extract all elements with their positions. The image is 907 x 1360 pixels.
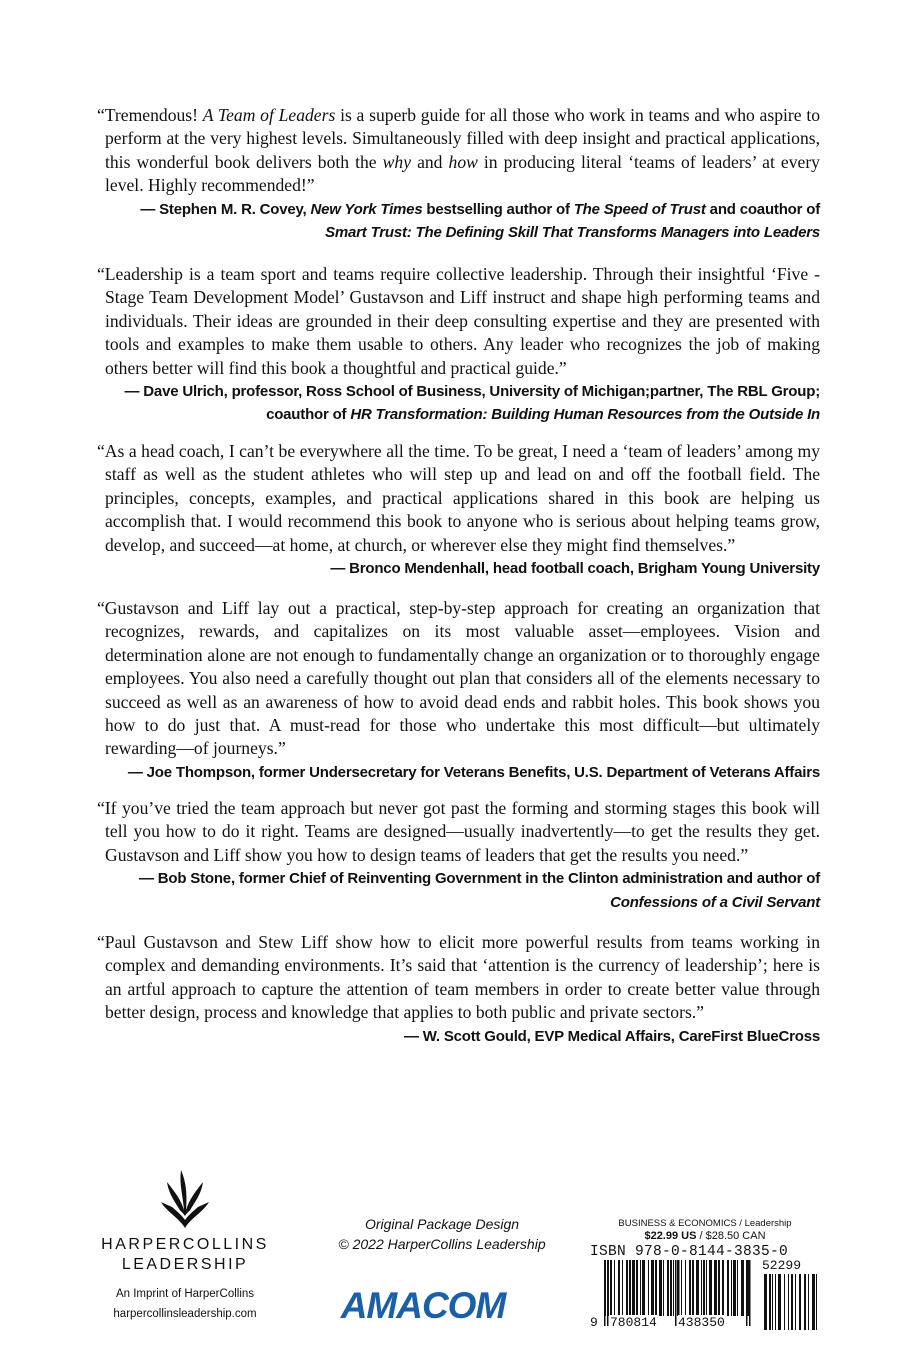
barcode-bar bbox=[618, 1260, 620, 1316]
barcode-addon-digits: 52299 bbox=[762, 1258, 802, 1273]
barcode-bar bbox=[769, 1274, 771, 1330]
quote-text: “If you’ve tried the team approach but never got past the forming and storming stages this book will tell you how to do it right. Teams are designed—usually inadvertently—to get the results they get. Gustavson and Liff show you how to design teams of leaders that get the results you need.” bbox=[97, 798, 820, 865]
barcode-guard-bar bbox=[746, 1260, 748, 1326]
barcode-bar bbox=[788, 1274, 789, 1330]
barcode-bar bbox=[808, 1274, 809, 1330]
barcode bbox=[590, 1260, 820, 1332]
barcode-bar bbox=[778, 1274, 781, 1330]
amacom-logo: AMACOM bbox=[340, 1285, 506, 1326]
endorsement-gould bbox=[97, 931, 820, 1048]
barcode-bar bbox=[733, 1260, 736, 1316]
endorsement-ulrich bbox=[97, 263, 820, 427]
barcode-bar bbox=[799, 1274, 801, 1330]
quote-attribution: — Joe Thompson, former Undersecretary for Veterans Benefits, U.S. Department of Veterans Affairs bbox=[127, 763, 820, 781]
barcode-guard-bar bbox=[607, 1260, 609, 1326]
barcode-bar bbox=[681, 1260, 682, 1316]
quote-attribution: — Bronco Mendenhall, head football coach, Brigham Young University bbox=[330, 560, 820, 578]
barcode-bar bbox=[648, 1260, 649, 1316]
barcode-bar bbox=[764, 1274, 767, 1330]
barcode-bar bbox=[784, 1274, 785, 1330]
quote-attribution: — W. Scott Gould, EVP Medical Affairs, CareFirst BlueCross bbox=[404, 1027, 820, 1045]
barcode-left-digits: 780814 bbox=[610, 1315, 657, 1330]
barcode-bar bbox=[667, 1260, 669, 1316]
barcode-bar bbox=[722, 1260, 724, 1316]
barcode-bar bbox=[622, 1260, 623, 1316]
harpercollins-flame-icon bbox=[155, 1168, 215, 1232]
barcode-bar bbox=[706, 1260, 707, 1316]
credit-line-1: Original Package Design bbox=[364, 1216, 520, 1232]
quote-text: “Gustavson and Liff lay out a practical, step-by-step approach for creating an organization that recognizes, rewards, and capitalizes on its most valuable asset—employees. Vision and determination alone are not enough to fundamentally change an organization or to thoroughly engage employees. You also need a carefully thought out plan that considers all of the elements necessary to succeed as well as an awareness of how to avoid dead ends and rabbit holes. This book shows you how to do just that. A must-read for those who undertake this most difficult—but ultimately rewarding—of journeys.” bbox=[97, 598, 820, 759]
endorsement-thompson bbox=[97, 597, 820, 784]
endorsement-covey bbox=[97, 104, 821, 244]
barcode-bar bbox=[692, 1260, 694, 1316]
barcode-bar bbox=[629, 1260, 631, 1316]
barcode-bar bbox=[655, 1260, 657, 1316]
barcode-bar bbox=[772, 1274, 773, 1330]
barcode-guard-bar bbox=[749, 1260, 751, 1326]
barcode-bar bbox=[731, 1260, 732, 1316]
barcode-guard-bar bbox=[604, 1260, 606, 1326]
barcode-bar bbox=[696, 1260, 699, 1316]
barcode-bar bbox=[701, 1260, 702, 1316]
barcode-bar bbox=[775, 1274, 776, 1330]
quote-attribution: — Dave Ulrich, professor, Ross School of Business, University of Michigan;partner, The RBL Group; coauthor of HR Transformation: Building Human Resources from the Outside In bbox=[124, 383, 820, 424]
quote-text: “As a head coach, I can’t be everywhere all the time. To be great, I need a ‘team of leaders’ among my staff as well as the student athletes who will step up and lead on and off the football field. The principles, concepts, examples, and practical applications shared in this book are helping us accomplish that. I would recommend this book to anyone who is serious about helping teams grow, develop, and succeed—at home, at church, or wherever else they might find themselves.” bbox=[97, 441, 820, 555]
barcode-bar bbox=[703, 1260, 705, 1316]
barcode-bar bbox=[737, 1260, 738, 1316]
credit-line-2: © 2022 HarperCollins Leadership bbox=[338, 1236, 546, 1252]
barcode-bar bbox=[816, 1274, 817, 1330]
barcode-bar bbox=[714, 1260, 717, 1316]
barcode-bar bbox=[636, 1260, 638, 1316]
barcode-bar bbox=[673, 1260, 674, 1316]
barcode-bar bbox=[685, 1260, 686, 1316]
barcode-bar bbox=[670, 1260, 672, 1316]
barcode-bar bbox=[610, 1260, 612, 1316]
price-can: / $28.50 CAN bbox=[696, 1230, 766, 1242]
barcode-bar bbox=[727, 1260, 729, 1316]
barcode-bar bbox=[718, 1260, 720, 1316]
barcode-bar bbox=[741, 1260, 744, 1316]
barcode-bar bbox=[663, 1260, 664, 1316]
quote-text: “Paul Gustavson and Stew Liff show how to elicit more powerful results from teams working in complex and demanding environments. It’s said that ‘attention is the currency of leadership’; here is an artful approach to capture the attention of team members in order to create better value through better design, process and knowledge that applies to both public and private sectors.” bbox=[97, 932, 820, 1023]
barcode-bar bbox=[642, 1260, 645, 1316]
barcode-bar bbox=[614, 1260, 615, 1316]
barcode-right-digits: 438350 bbox=[678, 1315, 725, 1330]
quote-text: “Tremendous! A Team of Leaders is a superb guide for all those who work in teams and who aspire to perform at the very highest levels. Simultaneously filled with deep insight and practical applications, this wonderful book delivers both the why and how in producing literal ‘teams of leaders’ at every level. Highly recommended!” bbox=[97, 105, 821, 196]
barcode-bar bbox=[632, 1260, 635, 1316]
endorsement-mendenhall bbox=[97, 440, 820, 580]
isbn-text: ISBN 978-0-8144-3835-0 bbox=[590, 1244, 789, 1260]
barcode-block bbox=[590, 1218, 820, 1332]
quote-text: “Leadership is a team sport and teams require collective leadership. Through their insightful ‘Five -Stage Team Development Model’ Gustavson and Liff instruct and shape high performing teams and individuals. Their ideas are grounded in their deep consulting expertise and they are presented with tools and examples to make them usable to others. Any leader who recognizes the job of making others better will find this book a thoughtful and practical guide.” bbox=[97, 264, 820, 378]
barcode-bar bbox=[791, 1274, 793, 1330]
barcode-bar bbox=[651, 1260, 654, 1316]
barcode-first-digit: 9 bbox=[590, 1315, 598, 1330]
imprint-line: An Imprint of HarperCollins bbox=[115, 1288, 255, 1300]
barcode-bar bbox=[709, 1260, 712, 1316]
barcode-bar bbox=[795, 1274, 796, 1330]
publisher-division: LEADERSHIP bbox=[121, 1256, 249, 1273]
barcode-bar bbox=[659, 1260, 662, 1316]
publisher-logo bbox=[85, 1168, 285, 1320]
design-credit bbox=[307, 1214, 577, 1254]
barcode-bar bbox=[689, 1260, 691, 1316]
publisher-name: HARPERCOLLINS bbox=[101, 1236, 269, 1253]
barcode-bar bbox=[812, 1274, 815, 1330]
barcode-bar bbox=[640, 1260, 641, 1316]
barcode-guard-bar bbox=[675, 1260, 677, 1326]
price-us: $22.99 US bbox=[644, 1230, 697, 1242]
bisac-category: BUSINESS & ECONOMICS / Leadership bbox=[618, 1218, 792, 1229]
barcode-bar bbox=[626, 1260, 628, 1316]
quote-attribution: — Stephen M. R. Covey, New York Times bestselling author of The Speed of Trust and coauthor of Smart Trust: The Defining Skill That Transforms Managers into Leaders bbox=[140, 200, 820, 242]
price-line bbox=[590, 1230, 820, 1242]
publisher-website: harpercollinsleadership.com bbox=[113, 1308, 257, 1320]
barcode-bar bbox=[804, 1274, 806, 1330]
quote-attribution: — Bob Stone, former Chief of Reinventing Government in the Clinton administration and author of Confessions of a Civil Servant bbox=[138, 870, 820, 911]
endorsement-stone bbox=[97, 797, 820, 914]
